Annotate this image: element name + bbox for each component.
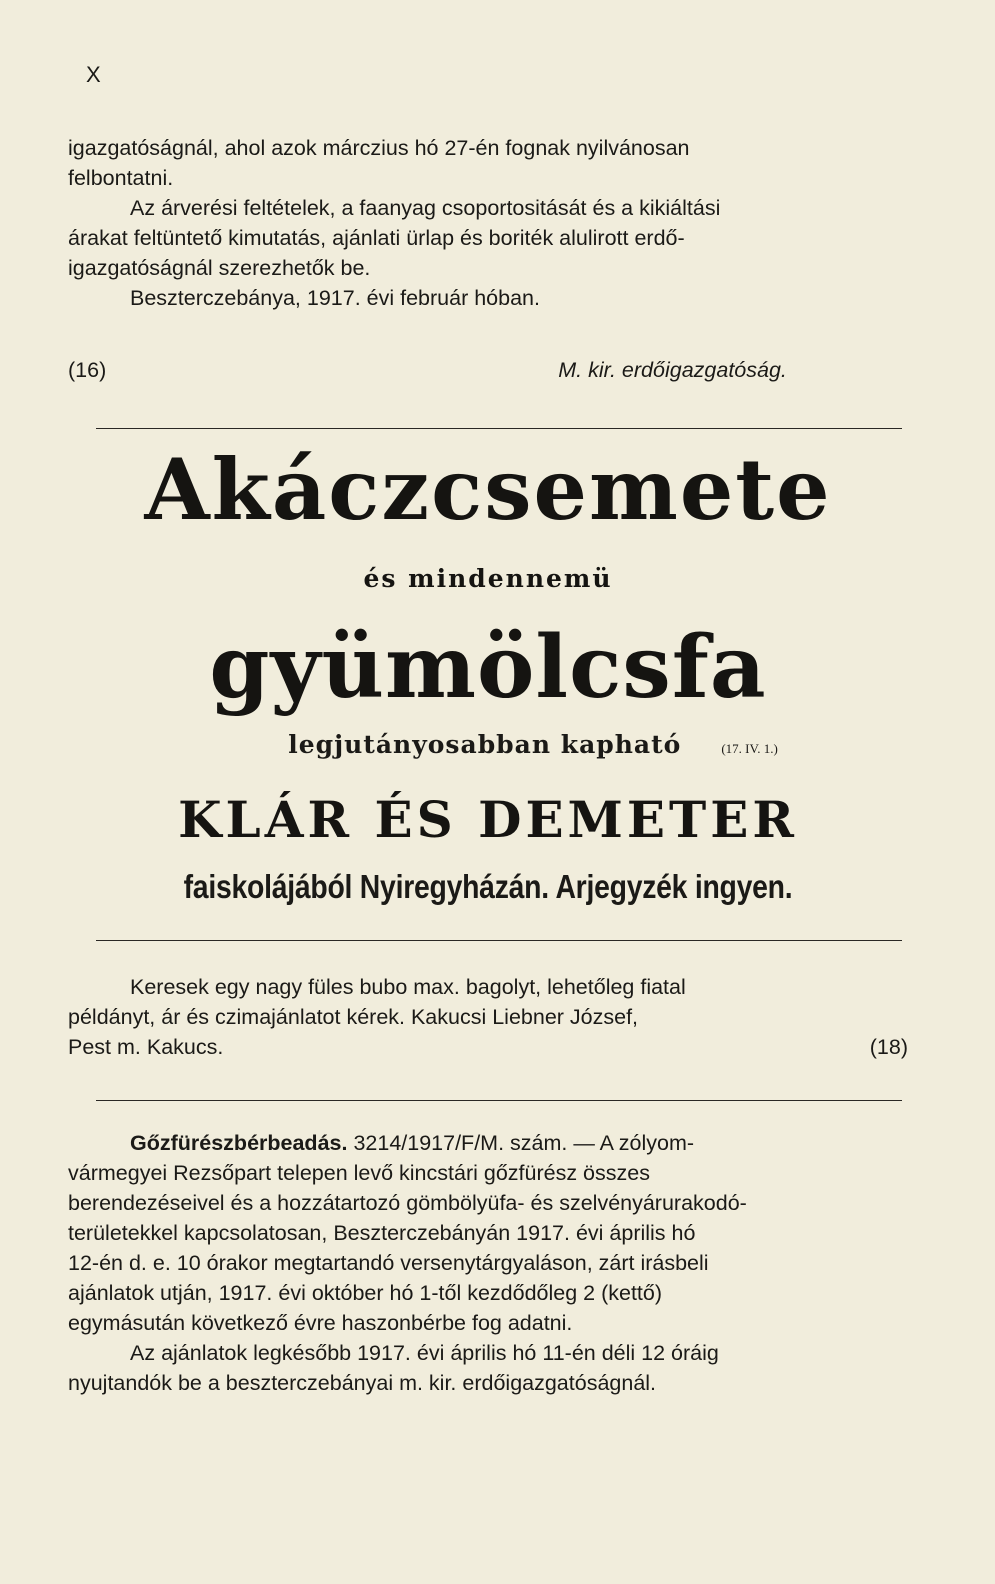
ad-code: (17. IV. 1.) [721,741,778,756]
divider-1 [96,428,902,429]
wanted-line-3 [68,1032,908,1062]
auction-line-6: Beszterczebánya, 1917. évi február hóban. [130,286,540,310]
auction-notice [68,133,908,313]
sawmill-line-1: Gőzfürészbérbeadás. 3214/1917/F/M. szám. — A zólyom- [130,1131,695,1155]
auction-signature-row [68,358,908,383]
wanted-ref: (18) [869,1035,908,1059]
ad-tagline-row [68,730,908,759]
ad-footer: faiskolájából Nyiregyházán. Arjegyzék ingyen. [183,868,793,905]
ad-headline: Akáczcsemete [144,440,832,539]
auction-line-5: igazgatóságnál szerezhetők be. [68,256,371,280]
page-number: X [86,62,102,87]
wanted-line-1: Keresek egy nagy füles bubo max. bagolyt, lehetőleg fiatal [130,975,686,999]
wanted-last-line: Pest m. Kakucs. [68,1035,224,1059]
sawmill-line-9: nyujtandók be a beszterczebányai m. kir. erdőigazgatóságnál. [68,1371,657,1395]
sawmill-line-3: berendezéseivel és a hozzátartozó gömbölyüfa- és szelvényárurakodó- [68,1191,747,1215]
ad-headline-2: gyümölcsfa [209,617,767,718]
wanted-notice [68,972,908,1062]
auction-signature: M. kir. erdőigazgatóság. [558,358,787,382]
divider-2 [96,940,902,941]
sawmill-line-7: egymásután következő évre haszonbérbe fog adatni. [68,1311,573,1335]
sawmill-line-6: ajánlatok utján, 1917. évi október hó 1-től kezdődőleg 2 (kettő) [68,1281,663,1305]
ad-tagline: legjutányosabban kapható [288,730,682,759]
sawmill-line-4: területekkel kapcsolatosan, Beszterczebányán 1917. évi április hó [68,1221,696,1245]
auction-line-4: árakat feltüntető kimutatás, ajánlati ürlap és boriték alulirott erdő- [68,226,685,250]
sawmill-line-8: Az ajánlatok legkésőbb 1917. évi április hó 11-én déli 12 óráig [130,1341,719,1365]
divider-3 [96,1100,902,1101]
ad-connector: és mindennemü [363,564,613,593]
wanted-line-2: példányt, ár és czimajánlatot kérek. Kakucsi Liebner József, [68,1005,639,1029]
sawmill-line-5: 12-én d. e. 10 órakor megtartandó versenytárgyaláson, zárt irásbeli [68,1251,709,1275]
auction-line-1: igazgatóságnál, ahol azok márczius hó 27-én fognak nyilvánosan [68,136,690,160]
auction-ref: (16) [68,358,107,382]
sawmill-lead: Gőzfürészbérbeadás. [130,1131,348,1155]
ad-company: KLÁR ÉS DEMETER [178,790,798,849]
sawmill-notice [68,1128,908,1398]
auction-line-2: felbontatni. [68,166,174,190]
auction-line-3: Az árverési feltételek, a faanyag csoportositását és a kikiáltási [130,196,721,220]
sawmill-line-2: vármegyei Rezsőpart telepen levő kincstári gőzfürész összes [68,1161,650,1185]
